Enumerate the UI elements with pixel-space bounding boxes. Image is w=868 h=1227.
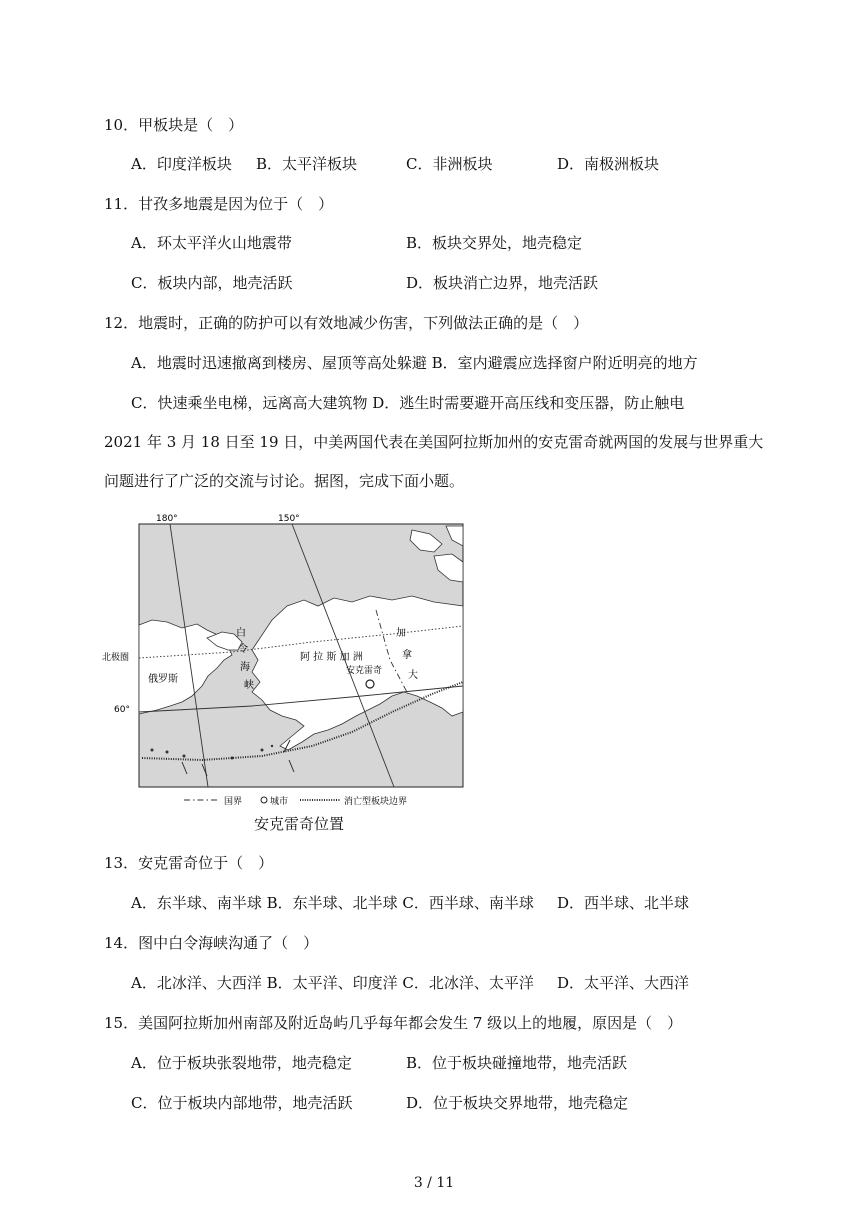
label-arctic-circle: 北极圈 <box>102 653 130 663</box>
q14-options-abc: A．北冰洋、大西洋 B．太平洋、印度洋 C．北冰洋、太平洋 <box>131 974 534 992</box>
label-russia: 俄罗斯 <box>148 674 178 685</box>
q15-stem: 15．美国阿拉斯加州南部及附近岛屿几乎每年都会发生 7 级以上的地履，原因是（ ） <box>104 1014 683 1032</box>
q11-stem: 11．甘孜多地震是因为位于（ ） <box>104 195 334 213</box>
legend-boundary-label: 消亡型板块边界 <box>344 797 408 807</box>
legend-city-symbol <box>261 797 267 803</box>
q10-option-d: D．南极洲板块 <box>557 155 660 173</box>
q12-stem: 12．地震时，正确的防护可以有效地减少伤害，下列做法正确的是（ ） <box>104 314 589 332</box>
q10-option-c: C．非洲板块 <box>406 155 493 173</box>
label-bering-2: 令 <box>238 644 248 655</box>
q14-option-d: D．太平洋、大西洋 <box>557 974 690 992</box>
anchorage-city-marker <box>366 680 374 688</box>
map-caption: 安克雷奇位置 <box>254 815 345 833</box>
label-lat-60: 60° <box>114 705 130 715</box>
passage-line-1: 2021 年 3 月 18 日至 19 日，中美两国代表在美国阿拉斯加州的安克雷奇就两国的发展与世界重大 <box>104 433 764 451</box>
q10-option-b: B．太平洋板块 <box>256 155 358 173</box>
label-canada-1: 加 <box>396 628 406 639</box>
label-bering-3: 海 <box>240 662 250 673</box>
q10-stem: 10．甲板块是（ ） <box>104 116 244 134</box>
q12-options-cd: C．快速乘坐电梯，远离高大建筑物 D．逃生时需要避开高压线和变压器，防止触电 <box>131 394 685 412</box>
label-lon-180: 180° <box>156 514 178 524</box>
q11-option-b: B．板块交界处，地壳稳定 <box>406 234 583 252</box>
anchorage-location-map <box>102 510 472 810</box>
label-canada-2: 拿 <box>402 650 412 661</box>
q11-option-a: A．环太平洋火山地震带 <box>131 234 292 252</box>
legend-city-label: 城市 <box>270 797 289 807</box>
legend-border-label: 国界 <box>224 797 243 807</box>
q10-option-a: A．印度洋板块 <box>131 155 232 173</box>
label-bering-1: 白 <box>236 628 246 639</box>
passage-line-2: 问题进行了广泛的交流与讨论。据图，完成下面小题。 <box>104 472 465 490</box>
q11-option-d: D．板块消亡边界，地壳活跃 <box>406 274 599 292</box>
q13-options-abc: A．东半球、南半球 B．东半球、北半球 C．西半球、南半球 <box>131 894 534 912</box>
q15-option-a: A．位于板块张裂地带，地壳稳定 <box>131 1054 352 1072</box>
label-bering-4: 峡 <box>244 680 254 691</box>
page-number: 3 / 11 <box>413 1175 455 1191</box>
q15-option-c: C．位于板块内部地带，地壳活跃 <box>131 1094 353 1112</box>
label-canada-3: 大 <box>408 670 418 681</box>
label-alaska: 阿 拉 斯 加 洲 <box>300 652 363 663</box>
q14-stem: 14．图中白令海峡沟通了（ ） <box>104 934 319 952</box>
label-anchorage: 安克雷奇 <box>346 666 383 676</box>
q12-options-ab: A．地震时迅速撤离到楼房、屋顶等高处躲避 B．室内避震应选择窗户附近明亮的地方 <box>131 354 698 372</box>
q13-stem: 13．安克雷奇位于（ ） <box>104 854 274 872</box>
q15-option-d: D．位于板块交界地带，地壳稳定 <box>406 1094 629 1112</box>
label-lon-150: 150° <box>278 514 300 524</box>
q11-option-c: C．板块内部，地壳活跃 <box>131 274 293 292</box>
q15-option-b: B．位于板块碰撞地带，地壳活跃 <box>406 1054 628 1072</box>
q13-option-d: D．西半球、北半球 <box>557 894 690 912</box>
